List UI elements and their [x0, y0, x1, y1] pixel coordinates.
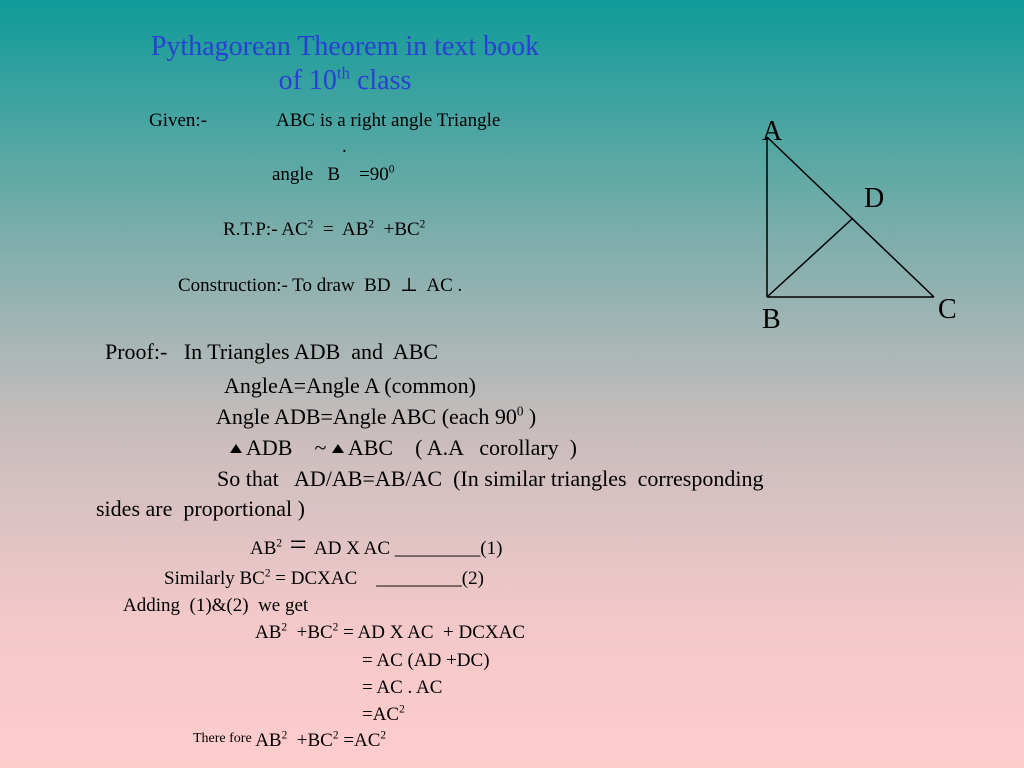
sum-equation: $AB^2 +BC^2$ = AD X AC + DCXAC	[255, 621, 526, 643]
step-3: $=AC^2$	[362, 703, 405, 725]
rtp-statement: R.T.P:- $AC^2 = AB^2 +BC^2$	[223, 218, 426, 240]
construction-text: Construction:- To draw BD ⊥ AC .	[178, 275, 463, 296]
vertex-label-d: D	[864, 183, 885, 214]
title-line-2: of 10th class	[278, 63, 412, 96]
triangle-icon	[332, 444, 344, 453]
vertex-label-c: C	[938, 294, 957, 325]
vertex-label-b: B	[762, 304, 781, 335]
equation-1: $AB^2$ = AD X AC _________(1)	[250, 528, 503, 561]
conclusion: $^{There fore}$ $AB^2 +BC^2 =AC^2$	[193, 729, 387, 751]
proof-line-4: So that AD/AB=AB/AC (In similar triangles corresponding	[217, 466, 764, 491]
triangle-diagram	[740, 110, 980, 340]
title-line-1: Pythagorean Theorem in text book	[150, 31, 540, 62]
proof-intro: Proof:- In Triangles ADB and ABC	[105, 339, 439, 364]
proof-line-2: Angle ADB=Angle ABC (each $90^0$ )	[216, 403, 537, 429]
given-angle: angle B $=90^0$	[272, 163, 395, 185]
page-title	[100, 30, 590, 97]
given-dot: .	[342, 136, 347, 157]
segment-bd	[767, 218, 853, 297]
equation-2: Similarly $BC^2$ = DCXAC _________(2)	[164, 567, 484, 589]
step-2: = AC . AC	[362, 677, 443, 698]
proof-line-1: AngleA=Angle A (common)	[224, 373, 476, 398]
given-text: ABC is a right angle Triangle	[276, 110, 501, 131]
proof-line-3: ADB ~ ABC ( A.A corollary )	[230, 435, 577, 461]
step-1: = AC (AD +DC)	[362, 650, 490, 671]
given-label: Given:-	[149, 110, 208, 131]
triangle-icon	[230, 444, 242, 453]
proof-line-5: sides are proportional )	[96, 496, 305, 521]
adding-text: Adding (1)&(2) we get	[123, 595, 309, 616]
vertex-label-a: A	[762, 116, 783, 147]
